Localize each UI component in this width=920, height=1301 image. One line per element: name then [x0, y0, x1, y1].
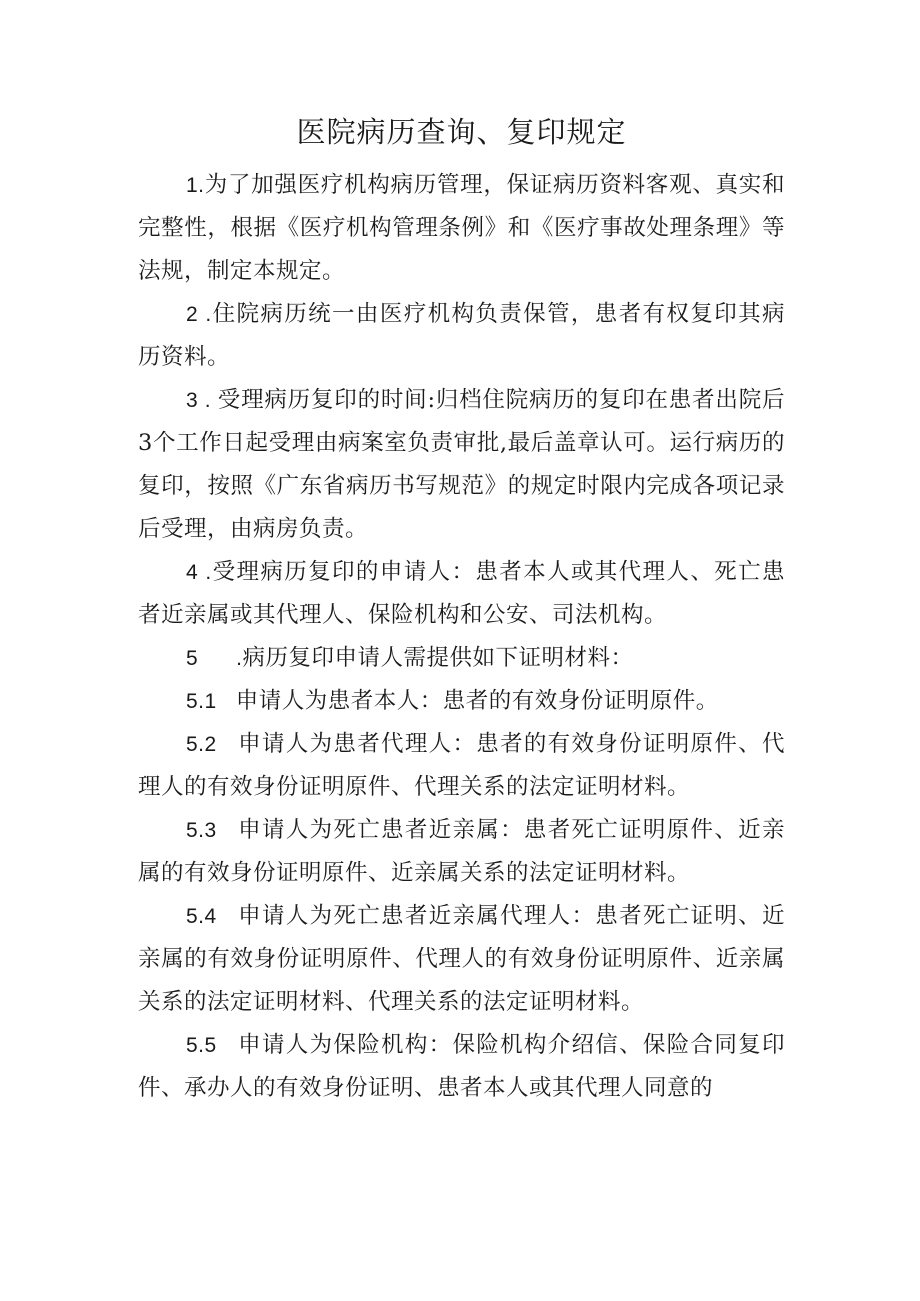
paragraph-5-5: [138, 1024, 785, 1110]
paragraph-text: 申请人为患者代理人：患者的有效身份证明原件、代理人的有效身份证明原件、代理关系的法定证明材料。: [138, 731, 785, 800]
paragraph-text: 受理病历复印的申请人：患者本人或其代理人、死亡患者近亲属或其代理人、保险机构和公安、司法机构。: [138, 559, 785, 628]
paragraph-text: 申请人为保险机构：保险机构介绍信、保险合同复印件、承办人的有效身份证明、患者本人或其代理人同意的: [138, 1032, 785, 1101]
paragraph-5-3: [138, 809, 785, 895]
paragraph-4: [138, 551, 785, 637]
paragraph-number: 5.1: [186, 690, 236, 713]
paragraph-number: 1.: [186, 174, 205, 197]
paragraph-number: 5.3: [186, 819, 239, 842]
paragraph-5: [138, 637, 785, 680]
paragraph-text: 受理病历复印的时间:归档住院病历的复印在患者出院后3个工作日起受理由病案室负责审批,最后盖章认可。运行病历的复印，按照《广东省病历书写规范》的规定时限内完成各项记录后受理，由病房负责。: [138, 387, 785, 542]
paragraph-number: 5.2: [186, 733, 239, 756]
paragraph-text: 为了加强医疗机构病历管理，保证病历资料客观、真实和完整性，根据《医疗机构管理条例》和《医疗事故处理条理》等法规，制定本规定。: [138, 172, 785, 284]
paragraph-text: 病历复印申请人需提供如下证明材料：: [242, 645, 634, 671]
paragraph-2: [138, 293, 785, 379]
paragraph-5-2: [138, 723, 785, 809]
paragraph-number: 5 .: [186, 647, 243, 670]
paragraph-text: 住院病历统一由医疗机构负责保管，患者有权复印其病历资料。: [138, 301, 785, 370]
paragraph-3: [138, 379, 785, 551]
paragraph-5-1: [138, 680, 785, 723]
paragraph-number: 3 .: [186, 389, 218, 412]
paragraph-number: 5.5: [186, 1034, 239, 1057]
paragraph-text: 申请人为患者本人：患者的有效身份证明原件。: [235, 688, 719, 714]
paragraph-1: [138, 164, 785, 293]
paragraph-number: 5.4: [186, 905, 239, 928]
paragraph-5-4: [138, 895, 785, 1024]
paragraph-number: 4 .: [186, 561, 212, 584]
paragraph-number: 2 .: [186, 303, 212, 326]
document-title: 医院病历查询、复印规定: [296, 115, 627, 149]
paragraph-text: 申请人为死亡患者近亲属：患者死亡证明原件、近亲属的有效身份证明原件、近亲属关系的法定证明材料。: [138, 817, 785, 886]
paragraph-text: 申请人为死亡患者近亲属代理人：患者死亡证明、近亲属的有效身份证明原件、代理人的有效身份证明原件、近亲属关系的法定证明材料、代理关系的法定证明材料。: [138, 903, 785, 1015]
